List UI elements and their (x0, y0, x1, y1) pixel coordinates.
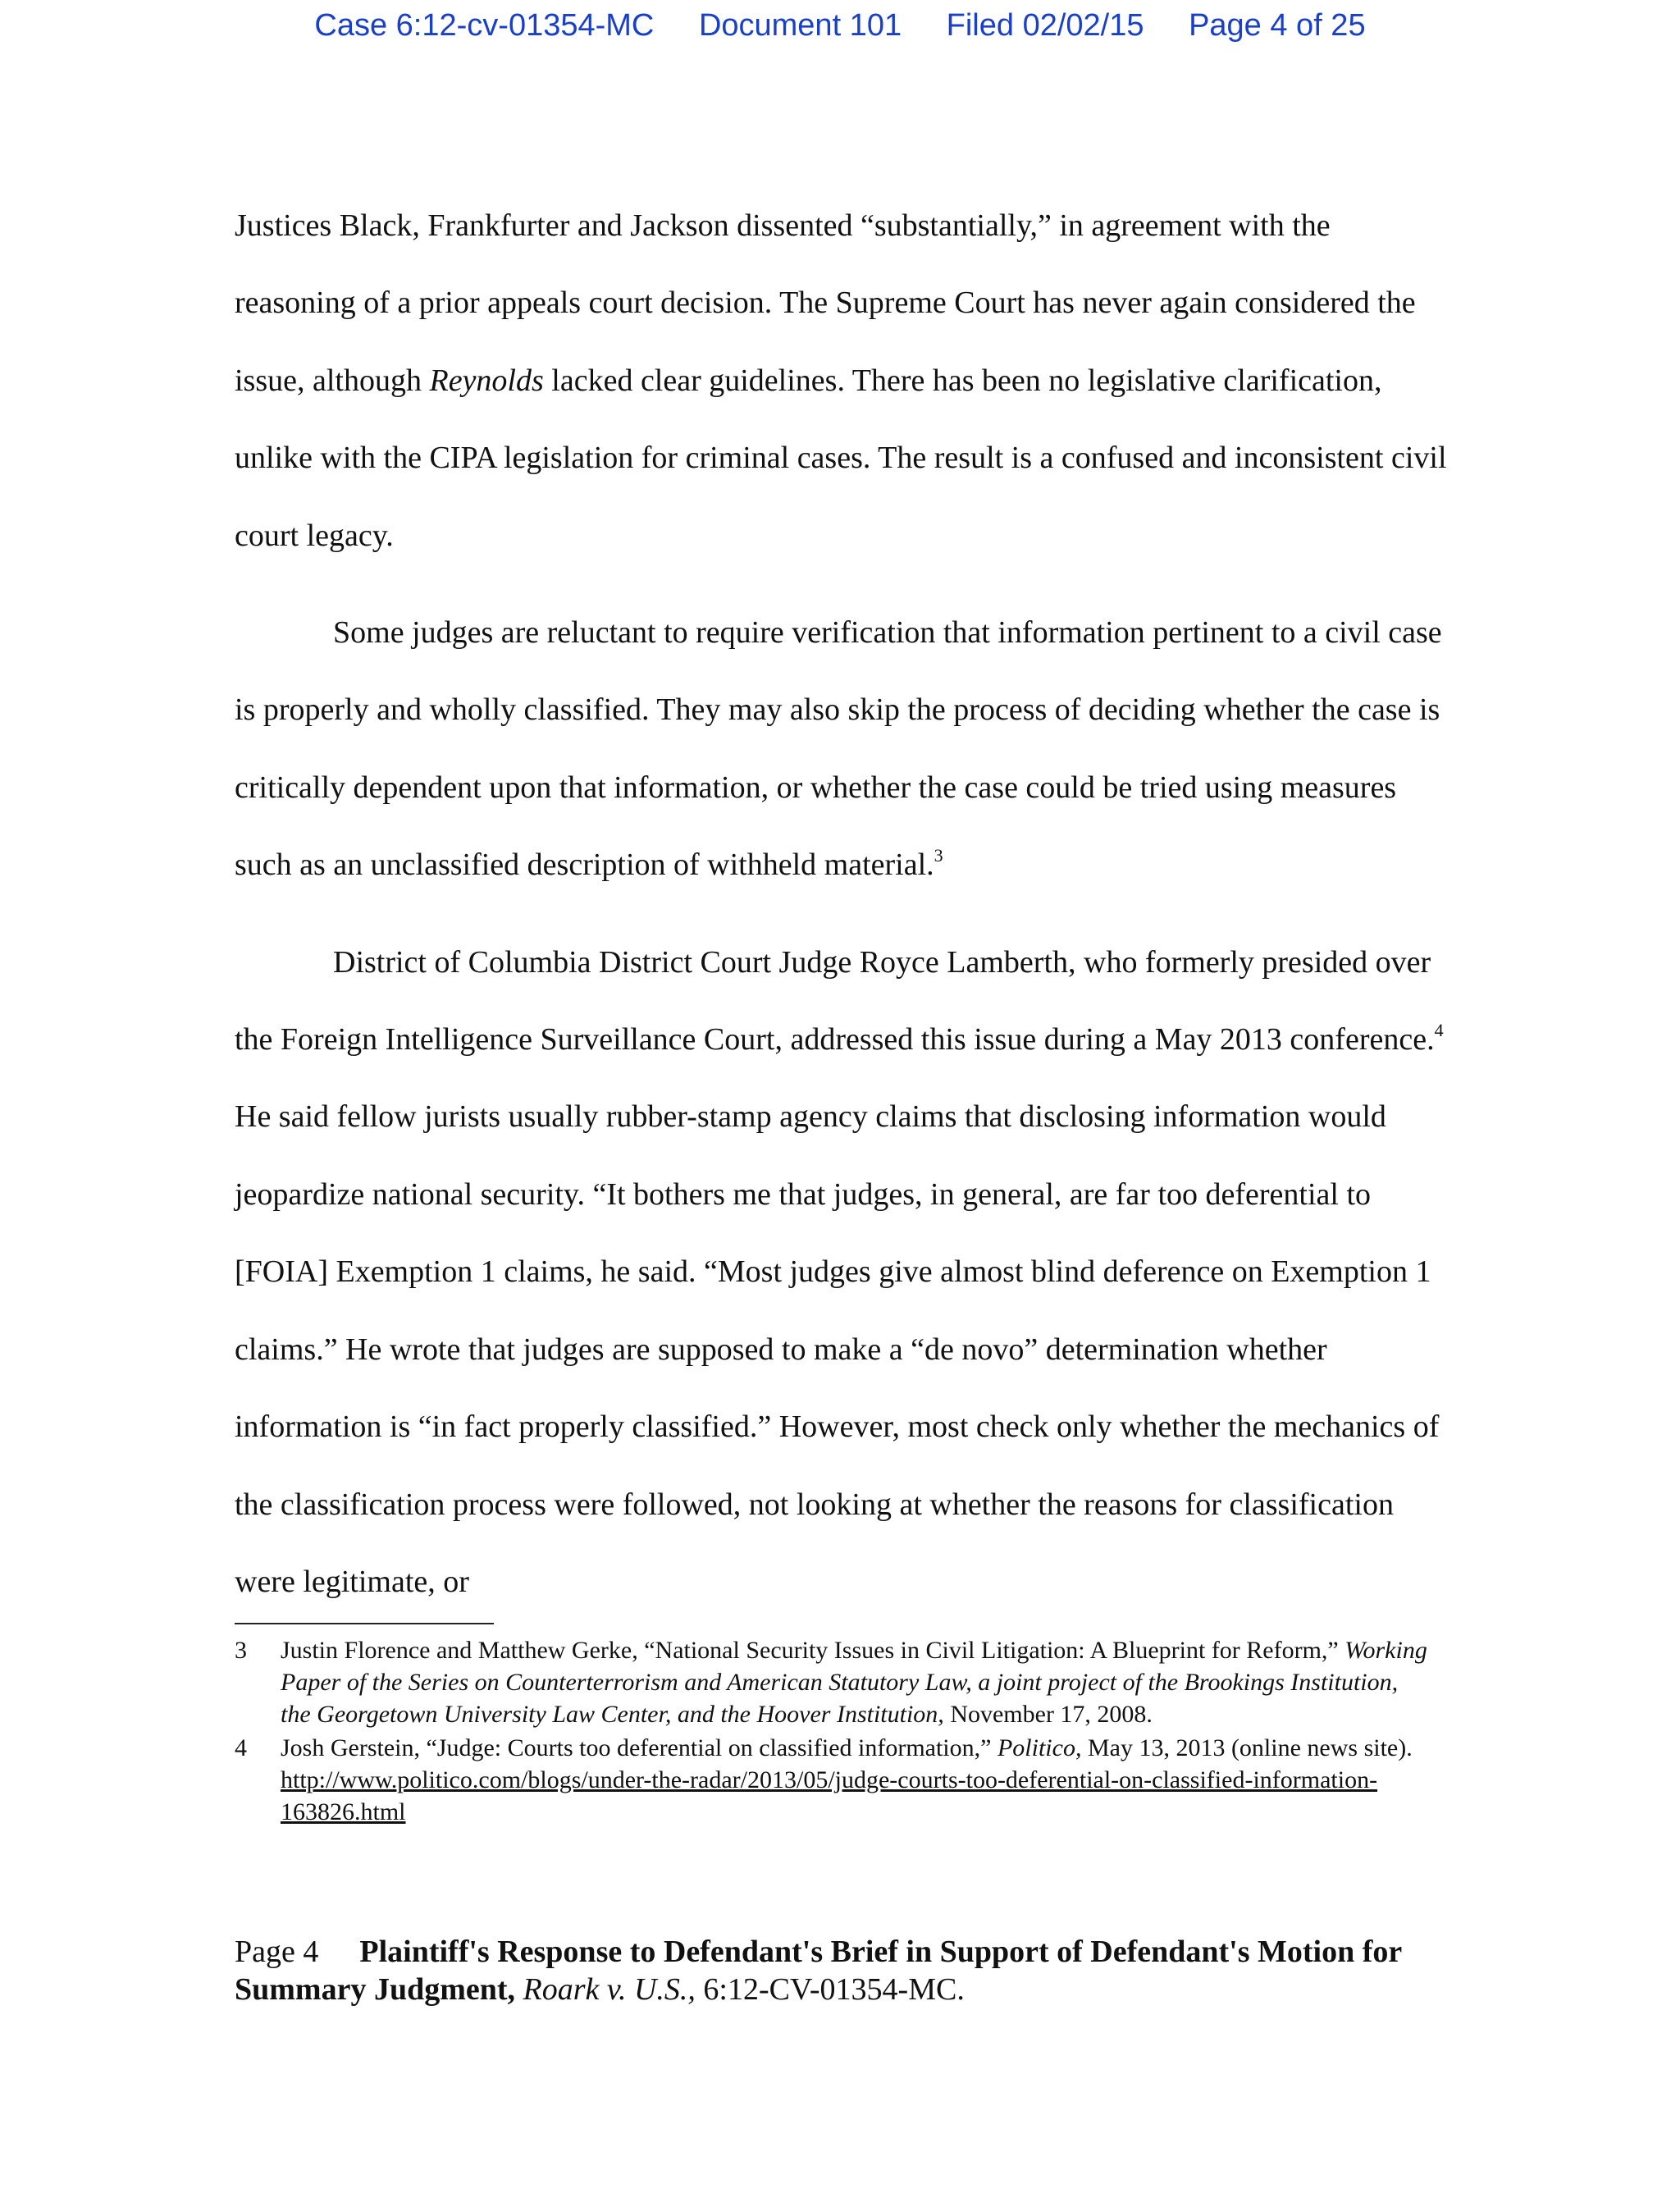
paragraph-3-text: District of Columbia District Court Judge Royce Lamberth, who formerly presided over the Foreign Intelligence Surveillance Court, addressed this issue during a May 2013 conference. (235, 944, 1435, 1058)
footnote-separator (235, 1623, 494, 1624)
footnote-4 (235, 1732, 1432, 1828)
page-footer (235, 1933, 1432, 2008)
footnote-3-publication: Working Paper of the Series on Counterterrorism and American Statutory Law, a joint project of the Brookings Institution, the Georgetown University Law Center, and the Hoover Institution, (281, 1637, 1427, 1728)
ecf-header-stamp (0, 8, 1680, 43)
paragraph-2 (235, 594, 1449, 904)
footnote-ref-4: 4 (1434, 1020, 1444, 1041)
footnote-4-number: 4 (235, 1734, 247, 1761)
paragraph-3 (235, 924, 1449, 1621)
paragraph-1-text: Justices Black, Frankfurter and Jackson dissented “substantially,” in agreement with the reasoning of a prior appeals court decision. The Supreme Court has never again considered the issue, although (235, 208, 1416, 398)
header-filed-date: Filed 02/02/15 (946, 8, 1144, 43)
footnote-ref-3: 3 (934, 845, 943, 866)
header-case-number: Case 6:12-cv-01354-MC (314, 8, 655, 43)
footnote-4-text: Josh Gerstein, “Judge: Courts too deferential on classified information,” (281, 1734, 998, 1761)
paragraph-2-text: Some judges are reluctant to require verification that information pertinent to a civil case is properly and wholly classified. They may also skip the process of deciding whether the case is critically dependent upon that information, or whether the case could be tried using measures such as an unclassified description of withheld material. (235, 615, 1442, 883)
footnote-4-publication: Politico, (997, 1734, 1082, 1761)
header-page-count: Page 4 of 25 (1189, 8, 1366, 43)
footer-case-number: 6:12-CV-01354-MC. (695, 1972, 965, 2007)
header-document-number: Document 101 (698, 8, 902, 43)
footnote-3 (235, 1634, 1432, 1730)
paragraph-1-text-continued: lacked clear guidelines. There has been no legislative clarification, unlike with the CIPA legislation for criminal cases. The result is a confused and inconsistent civil court legacy. (235, 363, 1447, 553)
footer-document-title: Plaintiff's Response to Defendant's Brief in Support of Defendant's Motion for Summary Judgment, (235, 1935, 1402, 2007)
footnote-4-date: May 13, 2013 (online news site). (1081, 1734, 1413, 1761)
document-body (235, 187, 1449, 1620)
footnote-3-date: November 17, 2008. (943, 1701, 1153, 1728)
footer-case-name: Roark v. U.S., (523, 1972, 696, 2007)
footnote-3-text: Justin Florence and Matthew Gerke, “National Security Issues in Civil Litigation: A Blueprint for Reform,” (281, 1637, 1345, 1664)
paragraph-1 (235, 187, 1449, 574)
paragraph-3-text-continued: He said fellow jurists usually rubber-stamp agency claims that disclosing information would jeopardize national security. “It bothers me that judges, in general, are far too deferential to [FOIA] Exemption 1 claims, he said. “Most judges give almost blind deference on Exemption 1 claims.” He wrote that judges are supposed to make a “de novo” determination whether information is “in fact properly classified.” However, most check only whether the mechanics of the classification process were followed, not looking at whether the reasons for classification were legitimate, or (235, 1099, 1440, 1599)
footnote-4-link[interactable]: http://www.politico.com/blogs/under-the-radar/2013/05/judge-courts-too-deferential-on-classified-information-163826.html (281, 1766, 1378, 1825)
footnotes (235, 1634, 1432, 1830)
paragraph-1-case-name: Reynolds (429, 363, 544, 398)
footer-page-number: Page 4 (235, 1935, 319, 1969)
footnote-3-number: 3 (235, 1637, 247, 1664)
